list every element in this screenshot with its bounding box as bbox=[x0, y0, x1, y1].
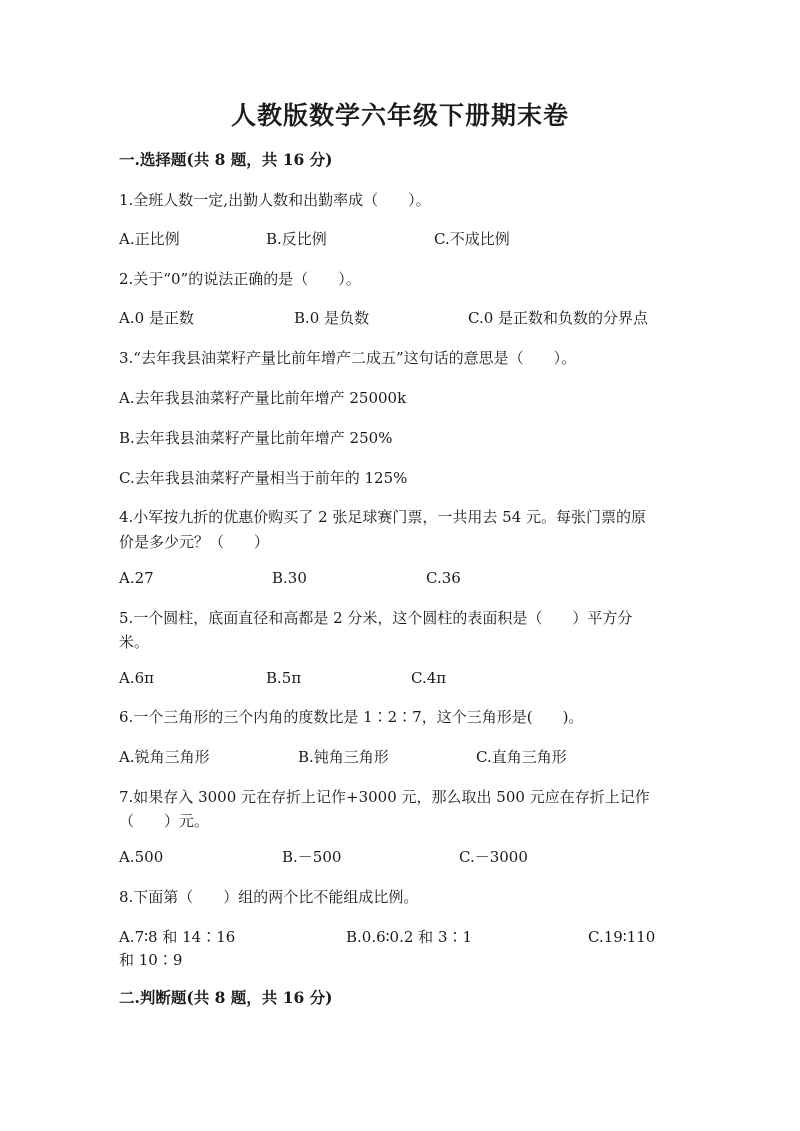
question-8: 8.下面第（ ）组的两个比不能组成比例。 bbox=[119, 888, 419, 906]
question-1: 1.全班人数一定,出勤人数和出勤率成（ ）。 bbox=[119, 191, 431, 209]
q6-option-b: B.钝角三角形 bbox=[298, 748, 389, 766]
q1-option-a: A.正比例 bbox=[119, 230, 180, 248]
question-7-line-1: 7.如果存入 3000 元在存折上记作+3000 元，那么取出 500 元应在存折上记作 bbox=[119, 788, 650, 806]
section-heading-true-false: 二.判断题(共 8 题，共 16 分) bbox=[119, 988, 333, 1007]
q5-option-a: A.6π bbox=[119, 669, 155, 687]
question-2: 2.关于“0”的说法正确的是（ ）。 bbox=[119, 270, 361, 288]
q7-option-b: B.－500 bbox=[282, 848, 342, 866]
question-4-line-2: 价是多少元？（ ） bbox=[119, 533, 270, 551]
section-heading-choice: 一.选择题(共 8 题，共 16 分) bbox=[119, 150, 333, 169]
question-5-line-1: 5.一个圆柱，底面直径和高都是 2 分米，这个圆柱的表面积是（ ）平方分 bbox=[119, 609, 633, 627]
question-4-line-1: 4.小军按九折的优惠价购买了 2 张足球赛门票，一共用去 54 元。每张门票的原 bbox=[119, 508, 647, 526]
question-5-line-2: 米。 bbox=[119, 633, 150, 651]
q2-option-c: C.0 是正数和负数的分界点 bbox=[468, 309, 649, 327]
q7-option-c: C.－3000 bbox=[459, 848, 528, 866]
q1-option-b: B.反比例 bbox=[266, 230, 327, 248]
q2-option-b: B.0 是负数 bbox=[294, 309, 370, 327]
page-title: 人教版数学六年级下册期末卷 bbox=[230, 101, 569, 130]
q6-option-c: C.直角三角形 bbox=[476, 748, 567, 766]
q3-option-a: A.去年我县油菜籽产量比前年增产 25000k bbox=[119, 389, 407, 407]
q5-option-b: B.5π bbox=[266, 669, 302, 687]
q6-option-a: A.锐角三角形 bbox=[119, 748, 210, 766]
question-7-line-2: （ ）元。 bbox=[119, 812, 210, 830]
q1-option-c: C.不成比例 bbox=[434, 230, 510, 248]
question-3: 3.“去年我县油菜籽产量比前年增产二成五”这句话的意思是（ ）。 bbox=[119, 349, 577, 367]
question-6: 6.一个三角形的三个内角的度数比是 1∶2∶7，这个三角形是( )。 bbox=[119, 708, 584, 726]
q3-option-b: B.去年我县油菜籽产量比前年增产 250% bbox=[119, 429, 393, 447]
q7-option-a: A.500 bbox=[119, 848, 164, 866]
q8-option-c-continued: 和 10∶9 bbox=[119, 951, 183, 969]
q3-option-c: C.去年我县油菜籽产量相当于前年的 125% bbox=[119, 469, 408, 487]
q4-option-a: A.27 bbox=[119, 569, 154, 587]
q8-option-c: C.19∶110 bbox=[588, 928, 656, 946]
q5-option-c: C.4π bbox=[411, 669, 447, 687]
q4-option-b: B.30 bbox=[272, 569, 307, 587]
q8-option-b: B.0.6∶0.2 和 3∶1 bbox=[346, 928, 473, 946]
q4-option-c: C.36 bbox=[426, 569, 461, 587]
q8-option-a: A.7∶8 和 14∶16 bbox=[119, 928, 236, 946]
q2-option-a: A.0 是正数 bbox=[119, 309, 194, 327]
